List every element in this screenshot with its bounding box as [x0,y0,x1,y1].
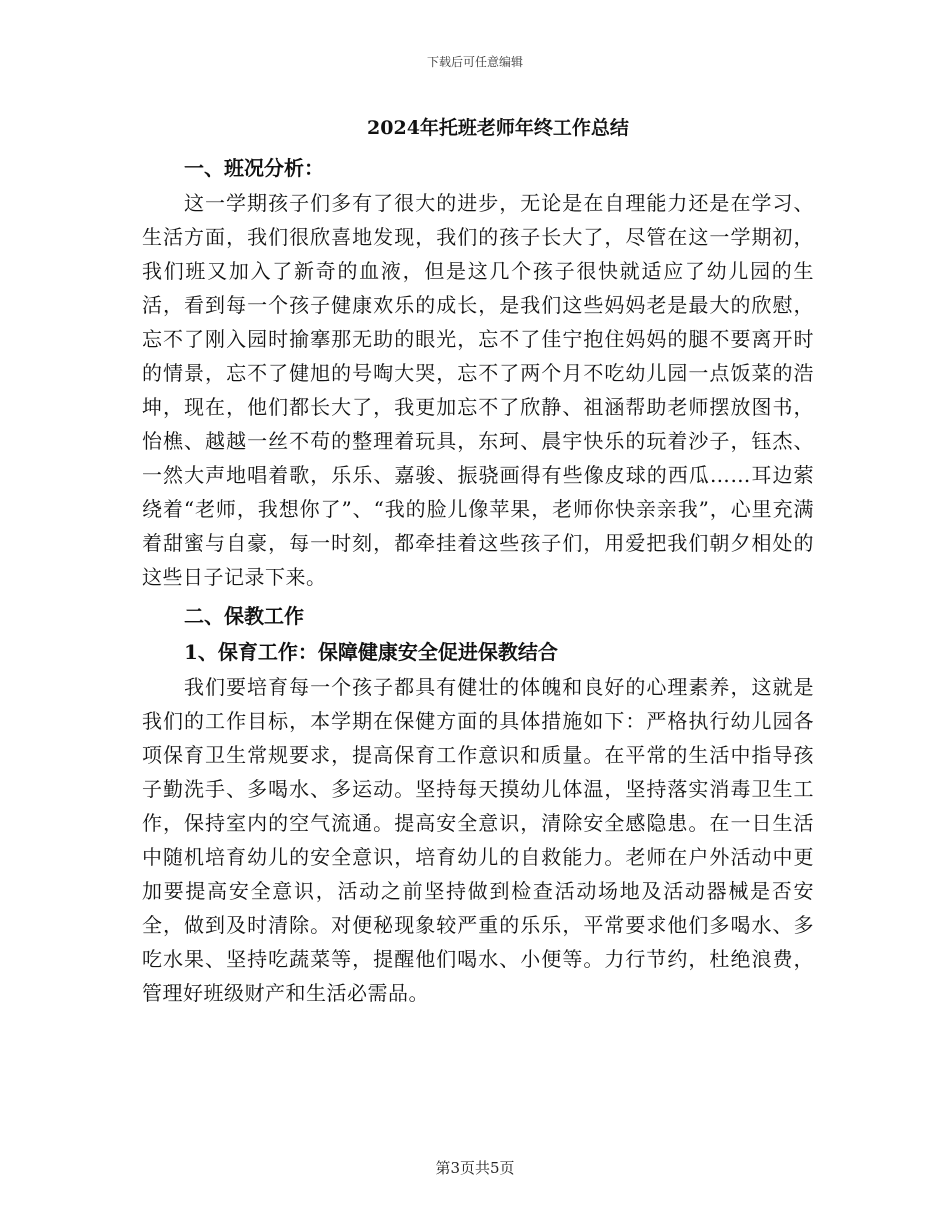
document-title: 2024年托班老师年终工作总结 [367,117,629,139]
paragraph-class-analysis: 这一学期孩子们多有了很大的进步，无论是在自理能力还是在学习、生活方面，我们很欣喜地发现，我们的孩子长大了，尽管在这一学期初，我们班又加入了新奇的血液，但是这几个孩子很快就适应了幼儿园的生活，看到每一个孩子健康欢乐的成长，是我们这些妈妈老是最大的欣慰，忘不了刚入园时揄搴那无助的眼光，忘不了佳宁抱住妈妈的腿不要离开时的情景，忘不了健旭的号啕大哭，忘不了两个月不吃幼儿园一点饭菜的浩坤，现在，他们都长大了，我更加忘不了欣静、祖涵帮助老师摆放图书，怡樵、越越一丝不苟的整理着玩具，东珂、晨宇快乐的玩着沙子，钰杰、一然大声地唱着歌，乐乐、嘉骏、振骁画得有些像皮球的西瓜……耳边萦绕着“老师，我想你了”、“我的脸儿像苹果，老师你快亲亲我”，心里充满着甜蜜与自豪，每一时刻，都牵挂着这些孩子们，用爱把我们朝夕相处的这些日子记录下来。 [142,191,814,589]
paragraph-care-work: 我们要培育每一个孩子都具有健壮的体魄和良好的心理素养，这就是我们的工作目标，本学期在保健方面的具体措施如下：严格执行幼儿园各项保育卫生常规要求，提高保育工作意识和质量。在平常的生活中指导孩子勤洗手、多喝水、多运动。坚持每天摸幼儿体温，坚持落实消毒卫生工作，保持室内的空气流通。提高安全意识，清除安全感隐患。在一日生活中随机培育幼儿的安全意识，培育幼儿的自救能力。老师在户外活动中更加要提高安全意识，活动之前坚持做到检查活动场地及活动器械是否安全，做到及时清除。对便秘现象较严重的乐乐，平常要求他们多喝水、多吃水果、坚持吃蔬菜等，提醒他们喝水、小便等。力行节约，杜绝浪费，管理好班级财产和生活必需品。 [142,675,814,1005]
subsection-heading-care-work: 1、保育工作：保障健康安全促进保教结合 [184,640,558,664]
section-heading-care-education: 二、保教工作 [184,604,304,628]
page-header: 下载后可任意编辑 [426,55,523,69]
section-heading-class-analysis: 一、班况分析： [184,156,324,180]
document-body [142,114,814,1014]
page-footer: 第3页共5页 [435,1159,515,1177]
